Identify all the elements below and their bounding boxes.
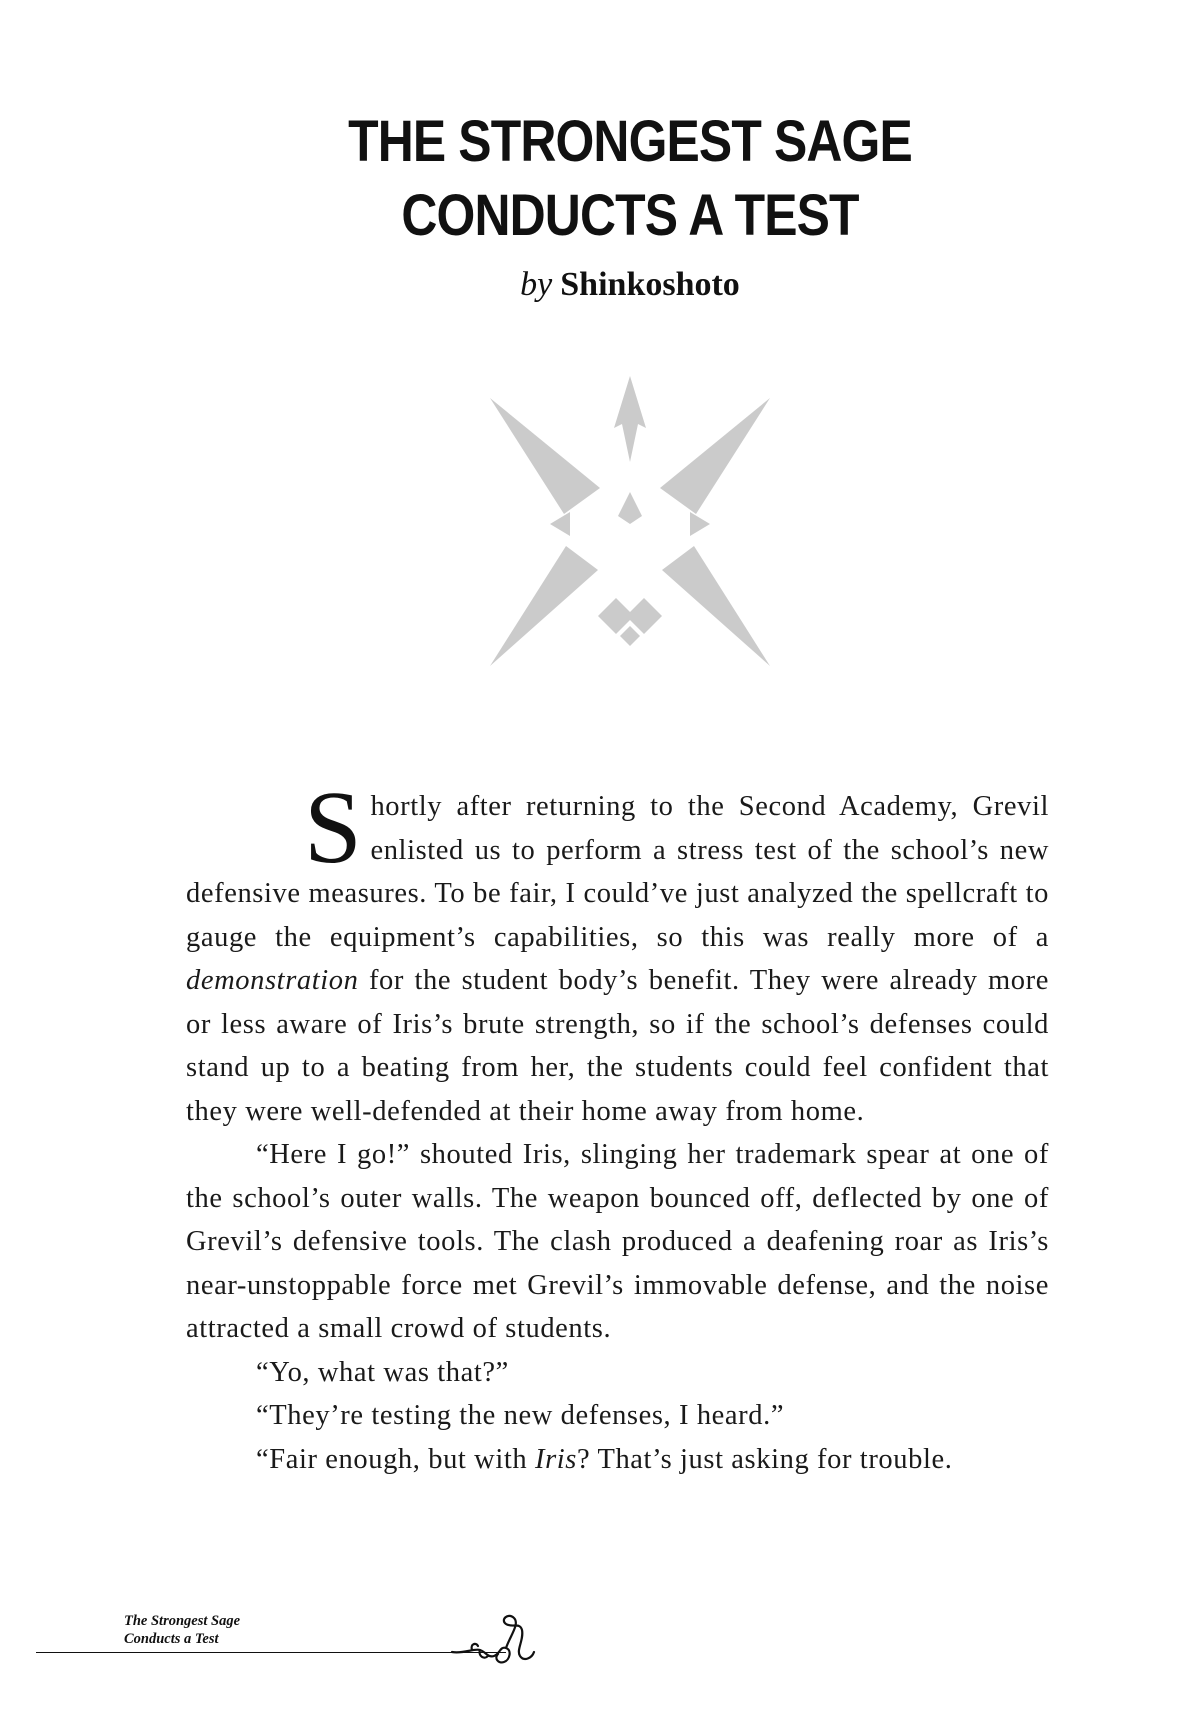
chapter-title — [88, 105, 1172, 253]
drop-cap: S — [304, 770, 363, 885]
paragraph-2: “Here I go!” shouted Iris, slinging her trademark spear at one of the school’s outer walls. The weapon bounced off, deflected by one of Grevil’s defensive tools. The clash produced a deafening roar as Iris’s near-unstoppable force met Grevil’s immovable defense, and the noise attracted a small crowd of students. — [186, 1139, 1049, 1344]
paragraph-5-italic: Iris — [534, 1443, 577, 1475]
paragraph-5-end: ? That’s just asking for trouble. — [576, 1443, 953, 1475]
paragraph-1-end: for the student body’s benefit. They were already more or less aware of Iris’s brute strength, so if the school’s defenses could stand up to a beating from her, the students could feel confident that they were well-defended at their home away from home. — [186, 965, 1049, 1127]
footer-rule — [36, 1652, 506, 1653]
chapter-title-line-2: CONDUCTS A TEST — [401, 183, 859, 248]
running-footer-title — [124, 1612, 240, 1648]
byline — [0, 266, 1200, 304]
body-text — [186, 770, 1049, 1481]
star-emblem-icon — [480, 376, 780, 666]
paragraph-5-start: “Fair enough, but with — [256, 1443, 535, 1475]
flourish-ornament-icon — [450, 1610, 540, 1670]
byline-author: Shinkoshoto — [560, 266, 740, 303]
byline-by: by — [520, 266, 553, 303]
paragraph-3: “Yo, what was that?” — [256, 1356, 509, 1388]
paragraph-4: “They’re testing the new defenses, I heard.” — [256, 1400, 785, 1431]
chapter-title-line-1: THE STRONGEST SAGE — [348, 109, 912, 174]
paragraph-5 — [186, 1438, 1049, 1482]
paragraph-1-italic: demonstration — [186, 965, 359, 996]
footer-title-line-1: The Strongest Sage — [124, 1613, 241, 1629]
footer-title-line-2: Conducts a Test — [124, 1631, 219, 1647]
paragraph-1-text: hortly after returning to the Second Academy, Grevil enlisted us to perform a stress test of the school’s new defensive measures. To be fair, I could’ve just analyzed the spellcraft to gauge the equipment’s capabilities, so this was really more of a — [186, 791, 1049, 953]
paragraph-1 — [186, 770, 1049, 1133]
